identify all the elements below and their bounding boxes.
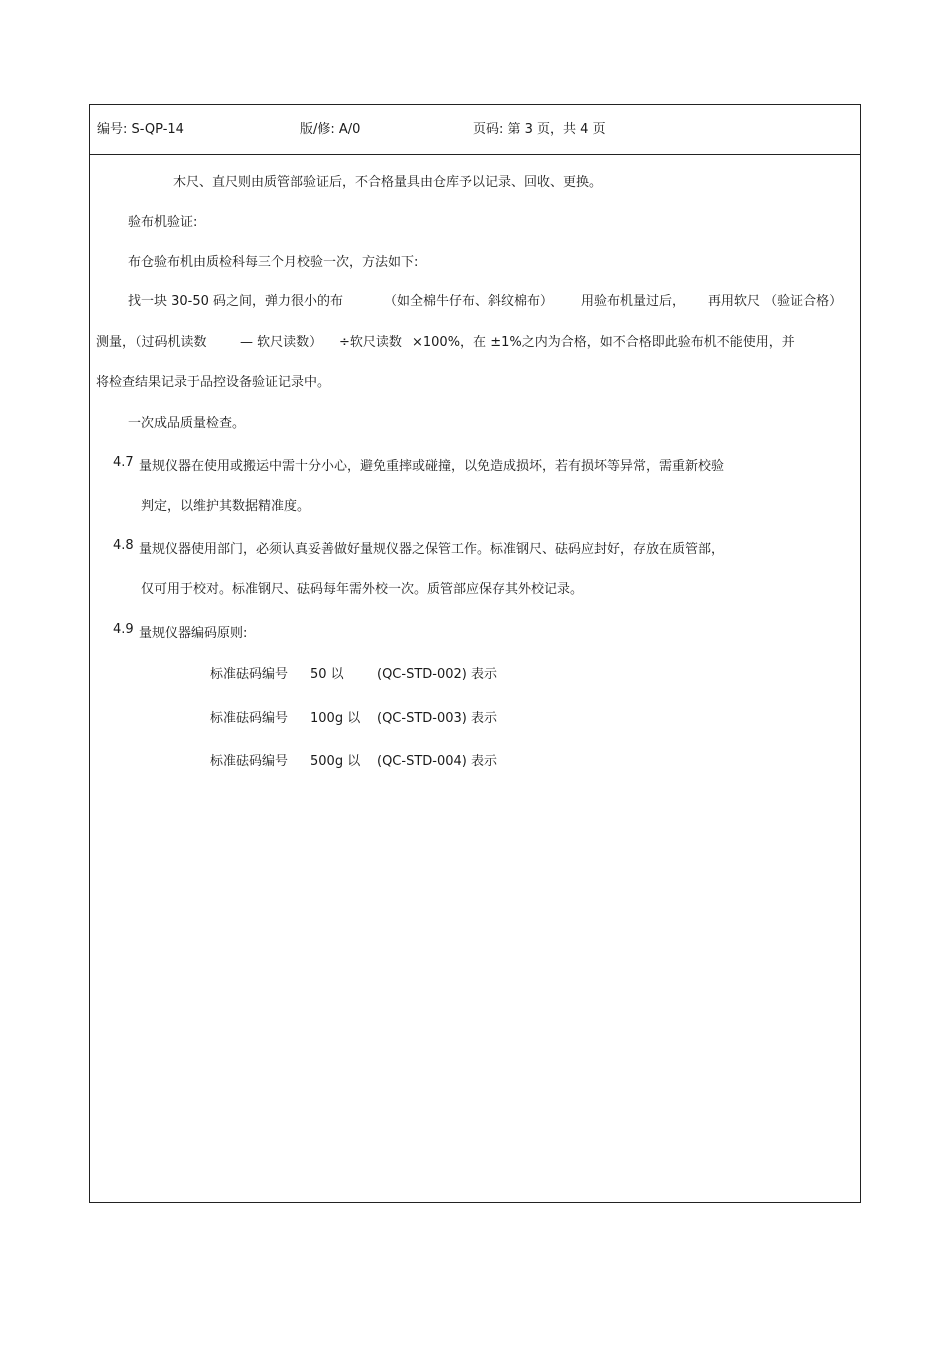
- section-number: 4.7: [113, 455, 134, 470]
- paragraph-line: 将检查结果记录于品控设备验证记录中。: [96, 375, 331, 390]
- text-segment: （如全棉牛仔布、斜纹棉布）: [384, 294, 554, 309]
- paragraph-line: 布仓验布机由质检科每三个月校验一次，方法如下:: [128, 255, 419, 270]
- paragraph-line: 量规仪器使用部门，必须认真妥善做好量规仪器之保管工作。标准钢尺、砝码应封好，存放在质管部，: [139, 542, 725, 557]
- header-row: [90, 105, 860, 155]
- paragraph-line: 一次成品质量检查。: [128, 416, 246, 431]
- version: 版/修: A/0: [300, 122, 361, 137]
- code-row: [0, 663, 950, 683]
- section-heading: 验布机验证:: [128, 215, 198, 230]
- code-weight: 50 以: [310, 667, 344, 682]
- text-segment: 测量，（过码机读数: [96, 335, 207, 350]
- code-value: (QC-STD-004) 表示: [377, 754, 497, 769]
- doc-number: 编号: S-QP-14: [97, 122, 184, 137]
- code-value: (QC-STD-003) 表示: [377, 711, 497, 726]
- code-label: 标准砝码编号: [210, 754, 289, 769]
- paragraph-line: 木尺、直尺则由质管部验证后，不合格量具由仓库予以记录、回收、更换。: [173, 175, 603, 190]
- code-value: (QC-STD-002) 表示: [377, 667, 497, 682]
- paragraph-line: 量规仪器编码原则:: [139, 626, 248, 641]
- text-segment: 用验布机量过后，: [581, 294, 686, 309]
- text-segment: — 软尺读数）: [240, 335, 323, 350]
- code-weight: 100g 以: [310, 711, 361, 726]
- section-number: 4.8: [113, 538, 134, 553]
- code-weight: 500g 以: [310, 754, 361, 769]
- paragraph-line: 量规仪器在使用或搬运中需十分小心，避免重摔或碰撞，以免造成损坏，若有损坏等异常，需重新校验: [139, 459, 725, 474]
- text-segment: ×100%，在 ±1%之内为合格，如不合格即此验布机不能使用，并: [412, 335, 795, 350]
- paragraph-line: [0, 290, 950, 310]
- code-row: [0, 750, 950, 770]
- text-segment: 找一块 30-50 码之间，弹力很小的布: [128, 294, 344, 309]
- paragraph-line: [0, 331, 950, 351]
- paragraph-line: 判定，以维护其数据精准度。: [141, 499, 311, 514]
- text-segment: 再用软尺 （验证合格）: [708, 294, 843, 309]
- page-number: 页码: 第 3 页，共 4 页: [473, 122, 606, 137]
- paragraph-line: 仅可用于校对。标准钢尺、砝码每年需外校一次。质管部应保存其外校记录。: [141, 582, 584, 597]
- section-number: 4.9: [113, 622, 134, 637]
- code-label: 标准砝码编号: [210, 711, 289, 726]
- code-row: [0, 707, 950, 727]
- code-label: 标准砝码编号: [210, 667, 289, 682]
- text-segment: ÷软尺读数: [339, 335, 402, 350]
